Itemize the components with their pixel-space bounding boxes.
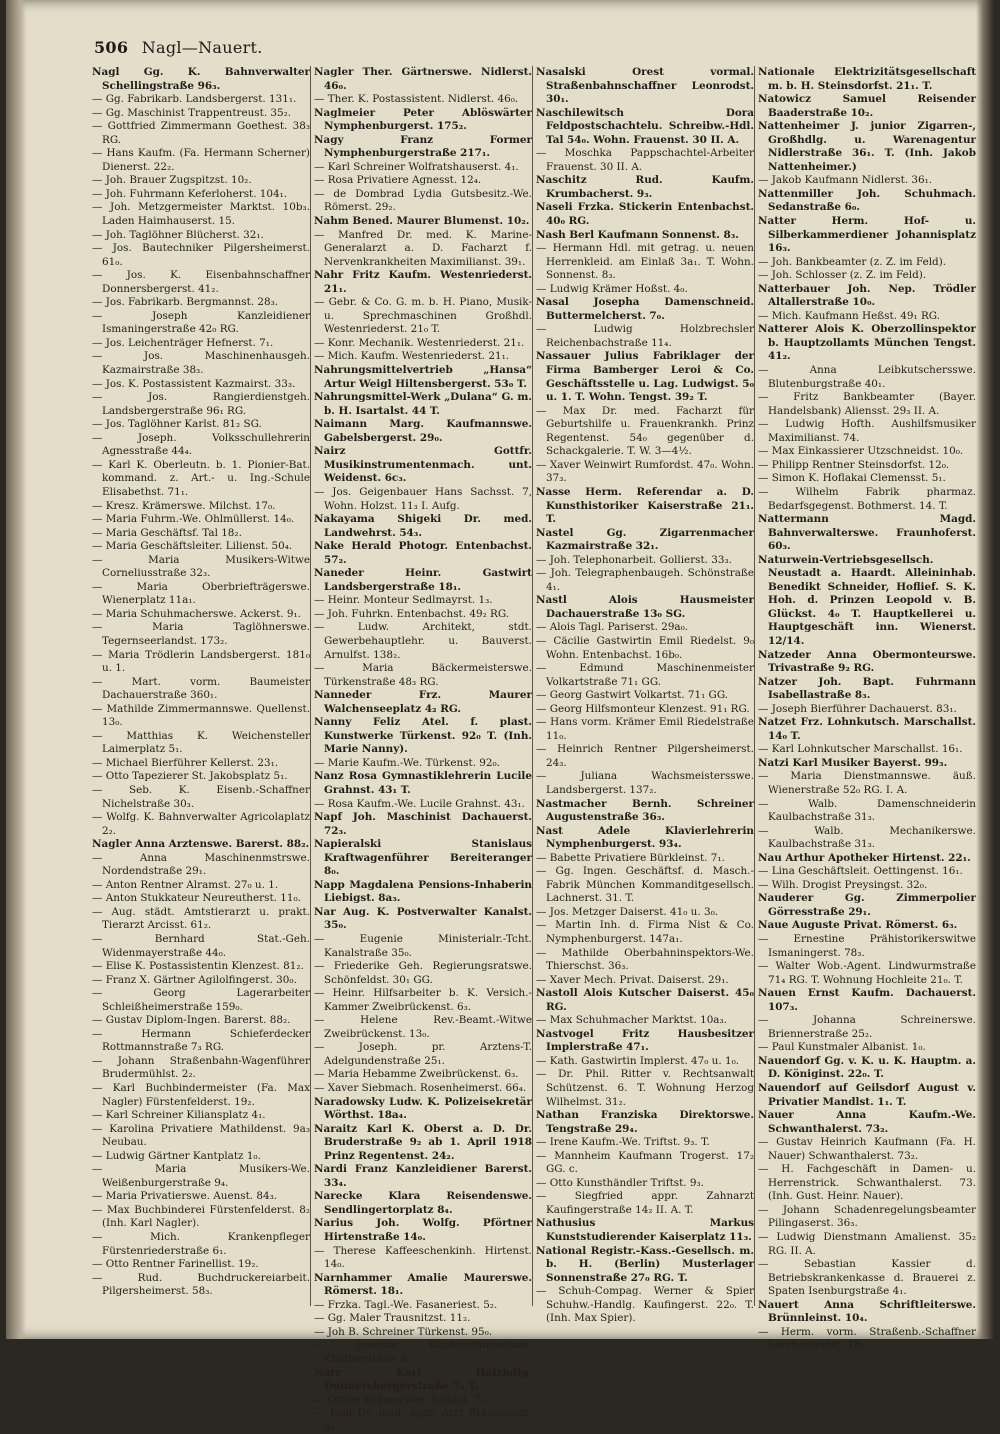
page-header bbox=[94, 38, 263, 60]
directory-entry: — Georg Lagerarbeiter Schleißheimerstraße 159₀. bbox=[92, 987, 310, 1014]
directory-entry: — Paul Dr. med. appr. Arzt Bräuhausst. 4₂. bbox=[314, 1407, 532, 1434]
directory-entry: — Sebastian Kassier d. Betriebskrankenkasse d. Brauerei z. Spaten Isenburgstraße 4₁. bbox=[758, 1258, 976, 1299]
directory-entry-surname: Natterbauer Joh. Nep. Trödler Altallerstraße 10₀. bbox=[758, 282, 976, 309]
directory-entry-surname: Natzer Joh. Bapt. Fuhrmann Isabellastraße 8₃. bbox=[758, 675, 976, 702]
directory-entry-surname: Nauert Anna Schriftleiterswe. Brünnleinst. 10₄. bbox=[758, 1298, 976, 1325]
directory-entry: — Maria Geschäftsleiter. Lilienst. 50₄. bbox=[92, 540, 310, 554]
directory-entry: — Max Einkassierer Utzschneidst. 10₀. bbox=[758, 445, 976, 459]
directory-entry: — Joh B. Schreiner Türkenst. 95₀. bbox=[314, 1326, 532, 1340]
directory-entry: — Jos. K. Postassistent Kazmairst. 33₃. bbox=[92, 378, 310, 392]
directory-entry: — Josepha Kupferschmiedswe. Khidlerstraße 8₀. bbox=[314, 1339, 532, 1366]
directory-entry: — Walb. Mechanikerswe. Kaulbachstraße 31₃. bbox=[758, 825, 976, 852]
directory-entry: — Cäcilie Gastwirtin Emil Riedelst. 9₀ Wohn. Entenbachst. 16b₀. bbox=[536, 635, 754, 662]
directory-entry: — Fritz Bankbeamter (Bayer. Handelsbank) Aliensst. 29₃ II. A. bbox=[758, 391, 976, 418]
directory-entry: — Wilhelm Fabrik pharmaz. Bedarfsgegenst. Bothmerst. 14. T. bbox=[758, 486, 976, 513]
directory-entry-surname: Nauendorf Gg. v. K. u. K. Hauptm. a. D. Königinst. 22₀. T. bbox=[758, 1054, 976, 1081]
column-rule bbox=[754, 66, 755, 1306]
directory-entry-surname: Nanny Feliz Atel. f. plast. Kunstwerke Türkenst. 92₀ T. (Inh. Marie Nanny). bbox=[314, 716, 532, 756]
directory-entry: — Otto Kunsthändler Triftst. 9₃. bbox=[536, 1177, 754, 1191]
directory-entry-surname: Nattenheimer J. junior Zigarren-, Großhdlg. u. Warenagentur Nidlerstraße 36₁. T. (Inh. Jakob Nattenheimer.) bbox=[758, 120, 976, 173]
directory-entry: — Ludwig Krämer Hoßst. 4₀. bbox=[536, 283, 754, 297]
book-spine-shadow bbox=[6, 0, 26, 1339]
directory-entry: — Gg. Maler Trausnitzst. 11₂. bbox=[314, 1312, 532, 1326]
directory-entry: — Mathilde Oberbahninspektors-We. Thierschst. 36₃. bbox=[536, 947, 754, 974]
directory-entry: — Maria Musikers-We. Weißenburgerstraße 9₄. bbox=[92, 1163, 310, 1190]
directory-entry: — Anton Rentner Alramst. 27₀ u. 1. bbox=[92, 879, 310, 893]
directory-entry: — Walb. Damenschneiderin Kaulbachstraße 31₃. bbox=[758, 798, 976, 825]
directory-entry: — Hermann Hdl. mit getrag. u. neuen Herrenkleid. am Einlaß 3a₁. T. Wohn. Sonnenst. 8₃. bbox=[536, 242, 754, 283]
directory-entry: — Xaver Siebmach. Rosenheimerst. 66₄. bbox=[314, 1082, 532, 1096]
directory-entry: — Frzka. Tagl.-We. Fasaneriest. 5₂. bbox=[314, 1299, 532, 1313]
directory-entry: — Gg. Fabrikarb. Landsbergerst. 131₁. bbox=[92, 93, 310, 107]
directory-entry: — Jos. Maschinenhausgeh. Kazmairstraße 38₃. bbox=[92, 350, 310, 377]
directory-entry: — Kath. Gastwirtin Implerst. 47₀ u. 1₀. bbox=[536, 1055, 754, 1069]
directory-entry: — Joseph. Volksschullehrerin Agnesstraße 44₄. bbox=[92, 432, 310, 459]
directory-entry: — Marie Kaufm.-We. Türkenst. 92₀. bbox=[314, 757, 532, 771]
directory-entry-surname: Nake Herald Photogr. Entenbachst. 57₂. bbox=[314, 540, 532, 566]
directory-entry-surname: Naimann Marg. Kaufmannswe. Gabelsbergerst. 29₀. bbox=[314, 418, 532, 444]
directory-entry: — Joh. Metzgermeister Marktst. 10b₃. Laden Haimhauserst. 15. bbox=[92, 201, 310, 228]
directory-entry-surname: Naraitz Karl K. Oberst a. D. Dr. Bruderstraße 9₂ ab 1. April 1918 Prinz Regentenst. 24₂. bbox=[314, 1122, 532, 1162]
directory-entry-surname: Naneder Heinr. Gastwirt Landsbergerstraße 18₁. bbox=[314, 567, 532, 593]
directory-entry: — Maria Schuhmacherswe. Ackerst. 9₁. bbox=[92, 608, 310, 622]
directory-entry-surname: Nathan Franziska Direktorswe. Tengstraße 29₄. bbox=[536, 1109, 754, 1135]
directory-entry-surname: Nagy Franz Former Nymphenburgerstraße 217₁. bbox=[314, 133, 532, 160]
directory-entry: — Alois Tagl. Pariserst. 29a₀. bbox=[536, 621, 754, 635]
directory-entry: — Elise K. Postassistentin Klenzest. 81₂. bbox=[92, 960, 310, 974]
directory-entry: — Wilh. Drogist Preysingst. 32₀. bbox=[758, 879, 976, 893]
directory-entry: — Hans Kaufm. (Fa. Hermann Scherner) Dienerst. 22₂. bbox=[92, 147, 310, 174]
directory-entry-surname: Nauen Ernst Kaufm. Dachauerst. 107₃. bbox=[758, 987, 976, 1013]
directory-entry-surname: Naschilewitsch Dora Feldpostschachtelu. Schreibw.-Hdl. Tal 54₀. Wohn. Frauenst. 30 II. A. bbox=[536, 106, 754, 146]
directory-entry: — Maria Bäckermeisterswe. Türkenstraße 48₃ RG. bbox=[314, 662, 532, 689]
directory-entry: — Max Dr. med. Facharzt für Geburtshilfe u. Frauenkrankh. Prinz Regentenst. 54₀ gegenüber d. Schackgalerie. T. W. 3—4½. bbox=[536, 405, 754, 459]
directory-entry-surname: Nathusius Markus Kunststudierender Kaiserplatz 11₃. bbox=[536, 1217, 754, 1244]
directory-entry: — Wolfg. K. Bahnverwalter Agricolaplatz 2₂. bbox=[92, 811, 310, 838]
directory-entry: — Georg Gastwirt Volkartst. 71₁ GG. bbox=[536, 689, 754, 703]
directory-entry: — Herm. vorm. Straßenb.-Schaffner Lerchenfeldst. 18₂. bbox=[758, 1326, 976, 1353]
directory-page bbox=[6, 0, 994, 1433]
directory-entry-surname: Natter Herm. Hof- u. Silberkammerdiener Johannisplatz 16₃. bbox=[758, 215, 976, 255]
directory-entry: — Xaver Mech. Privat. Daiserst. 29₁. bbox=[536, 974, 754, 988]
directory-entry: — Joseph Bierführer Dachauerst. 83₁. bbox=[758, 703, 976, 717]
directory-entry: — Simon K. Hoflakai Clemensst. 5₁. bbox=[758, 472, 976, 486]
directory-entry: — Anton Stukkateur Neureutherst. 11₀. bbox=[92, 892, 310, 906]
directory-entry-surname: Nastvogel Fritz Hausbesitzer Implerstraße 47₁. bbox=[536, 1027, 754, 1054]
directory-entry: — Ottilie Krämerswe. Sandst. 7₃. bbox=[314, 1394, 532, 1408]
directory-entry: — Jos. Fabrikarb. Bergmannst. 28₃. bbox=[92, 296, 310, 310]
directory-entry: — Jos. Leichenträger Hefnerst. 7₁. bbox=[92, 337, 310, 351]
directory-entry-surname: Naradowsky Ludw. K. Polizeisekretär Wörthst. 18a₄. bbox=[314, 1095, 532, 1122]
directory-entry: — Maria Fuhrm.-We. Ohlmüllerst. 14₀. bbox=[92, 513, 310, 527]
directory-entry-surname: Nauendorf auf Geilsdorf August v. Privatier Mandlst. 1₁. T. bbox=[758, 1082, 976, 1108]
directory-entry: — Konr. Mechanik. Westenriederst. 21₁. bbox=[314, 337, 532, 351]
directory-entry-surname: Nahr Fritz Kaufm. Westenriederst. 21₁. bbox=[314, 269, 532, 295]
directory-entry: — Helene Rev.-Beamt.-Witwe Zweibrückenst. 13₀. bbox=[314, 1014, 532, 1041]
directory-entry: — Joh. Telegraphenbaugeh. Schönstraße 4₁. bbox=[536, 567, 754, 594]
directory-entry: — Siegfried appr. Zahnarzt Kaufingerstraße 14₂ II. A. T. bbox=[536, 1190, 754, 1217]
directory-entry: — Gottfried Zimmermann Goethest. 38₃ RG. bbox=[92, 120, 310, 147]
directory-entry: — Bernhard Stat.-Geh. Widenmayerstraße 44₀. bbox=[92, 933, 310, 960]
directory-entry: — Otto Tapezierer St. Jakobsplatz 5₁. bbox=[92, 770, 310, 784]
directory-entry: — Jos. K. Eisenbahnschaffner Donnersbergerst. 41₂. bbox=[92, 269, 310, 296]
directory-entry: — Joh. Schlosser (z. Z. im Feld). bbox=[758, 269, 976, 283]
directory-entry-surname: Nanz Rosa Gymnastiklehrerin Lucile Grahnst. 43₁ T. bbox=[314, 770, 532, 796]
directory-entry: — Maria Trödlerin Landsbergerst. 181₀ u. 1. bbox=[92, 649, 310, 676]
directory-entry-surname: Nattermann Magd. Bahnverwalterswe. Fraunhoferst. 60₃. bbox=[758, 513, 976, 553]
directory-entry-surname: Nahrungsmittel-Werk „Dulana“ G. m. b. H. Isartalst. 44 T. bbox=[314, 391, 532, 417]
directory-entry: — Mart. vorm. Baumeister Dachauerstraße 360₁. bbox=[92, 676, 310, 703]
directory-entry: — Moschka Pappschachtel-Arbeiter Frauenst. 30 II. A. bbox=[536, 147, 754, 174]
directory-entry: — Matthias K. Weichensteller Laimerplatz 5₁. bbox=[92, 730, 310, 757]
directory-entry-surname: Natzi Karl Musiker Bayerst. 99₃. bbox=[758, 756, 948, 769]
directory-entry-surname: Nassauer Julius Fabriklager der Firma Bamberger Leroi & Co. Geschäftsstelle u. Lag. Ludwigst. 5₀ u. 1. T. Wohn. Tengst. 39₂ T. bbox=[536, 350, 754, 404]
directory-entry: — Karl Buchbindermeister (Fa. Max Nagler) Fürstenfelderst. 19₂. bbox=[92, 1082, 310, 1109]
directory-entry: — Franz X. Gärtner Agilolfingerst. 30₀. bbox=[92, 974, 310, 988]
directory-entry: — Juliana Wachsmeistersswe. Landsbergerst. 137₂. bbox=[536, 770, 754, 797]
directory-entry: — Georg Hilfsmonteur Klenzest. 91₁ RG. bbox=[536, 703, 754, 717]
directory-entry: — Mannheim Kaufmann Trogerst. 17₂ GG. c. bbox=[536, 1150, 754, 1177]
directory-entry: — Aug. städt. Amtstierarzt u. prakt. Tierarzt Arcisst. 61₂. bbox=[92, 906, 310, 933]
running-head: Nagl—Nauert. bbox=[141, 38, 263, 57]
directory-entry-surname: Nast Adele Klavierlehrerin Nymphenburgerst. 93₄. bbox=[536, 824, 754, 851]
directory-entry-surname: Nagler Anna Arztenswe. Barerst. 88₂. bbox=[92, 838, 310, 851]
directory-entry-surname: Nasse Herm. Referendar a. D. Kunsthistoriker Kaiserstraße 21₁. T. bbox=[536, 485, 754, 526]
directory-entry-surname: Naschitz Rud. Kaufm. Krumbacherst. 9₃. bbox=[536, 174, 754, 200]
directory-entry: — Ludwig Dienstmann Amalienst. 35₂ RG. II. A. bbox=[758, 1231, 976, 1258]
directory-entry-surname: Nairz Gottfr. Musikinstrumentenmach. unt. Weidenst. 6c₃. bbox=[314, 445, 532, 485]
directory-entry: — Joh. Fuhrmann Keferloherst. 104₁. bbox=[92, 188, 310, 202]
directory-entry: — Lina Geschäftsleit. Oettingenst. 16₁. bbox=[758, 865, 976, 879]
column-1 bbox=[92, 66, 310, 1306]
directory-entry: — Mich. Kaufm. Westenriederst. 21₁. bbox=[314, 350, 532, 364]
directory-entry-surname: Narnhammer Amalie Maurerswe. Römerst. 18₁. bbox=[314, 1271, 532, 1298]
directory-entry: — Jos. Rangierdienstgeh. Landsbergerstraße 96₁ RG. bbox=[92, 391, 310, 418]
directory-entry: — Joseph. pr. Arztens-T. Adelgundenstraße 25₁. bbox=[314, 1041, 532, 1068]
directory-entry: — Gustav Heinrich Kaufmann (Fa. H. Nauer) Schwanthalerst. 73₂. bbox=[758, 1136, 976, 1163]
column-3 bbox=[536, 66, 754, 1325]
directory-entry: — Schuh-Compag. Werner & Spier Schuhw.-Handlg. Kaufingerst. 22₀. T. (Inh. Max Spier). bbox=[536, 1285, 754, 1326]
directory-entry: — Friederike Geh. Regierungsratswe. Schönfeldst. 30₁ GG. bbox=[314, 960, 532, 987]
directory-entry-surname: Nattenmiller Joh. Schuhmach. Sedanstraße 6₀. bbox=[758, 187, 976, 214]
directory-entry: — Joh. Brauer Zugspitzst. 10₂. bbox=[92, 174, 310, 188]
directory-entry: — Johann Schadenregelungsbeamter Pilingaserst. 36₃. bbox=[758, 1204, 976, 1231]
directory-entry-surname: Nasalski Orest vormal. Straßenbahnschaffner Leonrodst. 30₁. bbox=[536, 66, 754, 106]
directory-entry: — Rosa Privatiere Agnesst. 12₄. bbox=[314, 174, 532, 188]
directory-entry-surname: Nar Aug. K. Postverwalter Kanalst. 35₀. bbox=[314, 905, 532, 932]
directory-entry-surname: Nau Arthur Apotheker Hirtenst. 22₁. bbox=[758, 851, 971, 864]
directory-entry-surname: Narr Karl Holzhdlg. Donnersbergerstraße 7₃ T. bbox=[314, 1366, 532, 1393]
directory-entry-surname: Nardi Franz Kanzleidiener Barerst. 33₄. bbox=[314, 1163, 532, 1189]
directory-entry: — Gg. Maschinist Trappentreust. 35₂. bbox=[92, 107, 310, 121]
directory-entry: — Johanna Schreinerswe. Briennerstraße 25₂. bbox=[758, 1014, 976, 1041]
directory-entry: — Ther. K. Postassistent. Nidlerst. 46₀. bbox=[314, 93, 532, 107]
directory-entry: — Maria Hebamme Zweibrückenst. 6₃. bbox=[314, 1068, 532, 1082]
directory-entry-surname: Nationale Elektrizitätsgesellschaft m. b. H. Steinsdorfst. 21₁. T. bbox=[758, 66, 976, 92]
directory-entry: — Hans vorm. Krämer Emil Riedelstraße 11₀. bbox=[536, 716, 754, 743]
page-number: 506 bbox=[94, 38, 129, 57]
directory-entry: — Ernestine Prähistorikerswitwe Ismaningerst. 78₃. bbox=[758, 933, 976, 960]
directory-entry: — Michael Bierführer Kellerst. 23₁. bbox=[92, 757, 310, 771]
directory-entry: — Jos. Taglöhner Karlst. 81₂ SG. bbox=[92, 418, 310, 432]
directory-entry: — Gebr. & Co. G. m. b. H. Piano, Musik- u. Sprechmaschinen Großhdl. Westenriederst. 21₀ T. bbox=[314, 296, 532, 337]
directory-entry: — Maria Musikers-Witwe Corneliusstraße 32₃. bbox=[92, 554, 310, 581]
directory-entry: — Gg. Ingen. Geschäftsf. d. Masch.-Fabrik München Kommanditgesellsch. Lachnerst. 31. T. bbox=[536, 865, 754, 906]
directory-entry: — Karl Schreiner Kiliansplatz 4₁. bbox=[92, 1109, 310, 1123]
directory-entry-surname: Napp Magdalena Pensions-Inhaberin Liebigst. 8a₃. bbox=[314, 878, 532, 905]
directory-entry: — Heinr. Monteur Sedlmayrst. 1₃. bbox=[314, 594, 532, 608]
directory-entry-surname: Nahrungsmittelvertrieb „Hansa“ Artur Weigl Hiltensbergerst. 53₀ T. bbox=[314, 364, 532, 390]
directory-entry: — Jos. Bautechniker Pilgersheimerst. 61₀. bbox=[92, 242, 310, 269]
directory-entry: — Ludwig Hofth. Aushilfsmusiker Maximilianst. 74. bbox=[758, 418, 976, 445]
directory-entry: — Mich. Krankenpfleger Fürstenriederstraße 6₁. bbox=[92, 1231, 310, 1258]
directory-entry-surname: Nastel Gg. Zigarrenmacher Kazmairstraße 32₁. bbox=[536, 526, 754, 553]
column-4 bbox=[758, 66, 976, 1352]
directory-entry: — Rosa Kaufm.-We. Lucile Grahnst. 43₁. bbox=[314, 798, 532, 812]
directory-entry: — Maria Oberbriefträgerswe. Wienerplatz 11a₁. bbox=[92, 581, 310, 608]
directory-entry-surname: Natterer Alois K. Oberzollinspektor b. Hauptzollamts München Tengst. 41₂. bbox=[758, 323, 976, 363]
directory-entry: — Dr. Phil. Ritter v. Rechtsanwalt Schützenst. 6. T. Wohnung Herzog Wilhelmst. 31₂. bbox=[536, 1068, 754, 1109]
directory-entry-surname: Nahm Bened. Maurer Blumenst. 10₂. bbox=[314, 215, 530, 228]
directory-entry-surname: Nagl Gg. K. Bahnverwalter Schellingstraße 96₃. bbox=[92, 66, 310, 92]
directory-entry: — Seb. K. Eisenb.-Schaffner Nichelstraße 30₃. bbox=[92, 784, 310, 811]
directory-entry: — Gustav Diplom-Ingen. Barerst. 88₂. bbox=[92, 1014, 310, 1028]
directory-entry: — Maria Geschäftsf. Tal 18₂. bbox=[92, 527, 310, 541]
directory-entry: — Jos. Geigenbauer Hans Sachsst. 7, Wohn. Holzst. 11₃ I. Aufg. bbox=[314, 486, 532, 513]
directory-entry: — Maria Taglöhnerswe. Tegernseerlandst. 173₂. bbox=[92, 621, 310, 648]
directory-entry-surname: Napf Joh. Maschinist Dachauerst. 72₃. bbox=[314, 811, 532, 837]
directory-entry: — Irene Kaufm.-We. Triftst. 9₃. T. bbox=[536, 1136, 754, 1150]
directory-entry: — Babette Privatiere Bürkleinst. 7₁. bbox=[536, 852, 754, 866]
column-rule bbox=[310, 66, 311, 1306]
directory-entry-surname: Narius Joh. Wolfg. Pförtner Hirtenstraße 14₀. bbox=[314, 1217, 532, 1244]
directory-entry: — Joh. Telephonarbeit. Gollierst. 33₃. bbox=[536, 554, 754, 568]
directory-entry: — Kresz. Krämerswe. Milchst. 17₀. bbox=[92, 500, 310, 514]
directory-entry-surname: Nastl Alois Hausmeister Dachauerstraße 13₀ SG. bbox=[536, 594, 754, 620]
directory-entry: — Joh. Bankbeamter (z. Z. im Feld). bbox=[758, 256, 976, 270]
directory-entry-surname: Nauderer Gg. Zimmerpolier Görresstraße 29₁. bbox=[758, 892, 976, 918]
directory-entry: — H. Fachgeschäft in Damen- u. Herrenstrick. Schwanthalerst. 73. (Inh. Gust. Heinr. Nauer). bbox=[758, 1163, 976, 1204]
directory-entry: — Karolina Privatiere Mathildenst. 9a₃ Neubau. bbox=[92, 1123, 310, 1150]
directory-entry: — Hermann Schieferdecker Rottmannstraße 7₃ RG. bbox=[92, 1028, 310, 1055]
directory-entry-surname: Nakayama Shigeki Dr. med. Landwehrst. 54₃. bbox=[314, 513, 532, 539]
directory-entry: — Rud. Buchdruckereiarbeit. Pilgersheimerst. 58₃. bbox=[92, 1272, 310, 1299]
directory-entry: — Jos. Metzger Daiserst. 41₀ u. 3₀. bbox=[536, 906, 754, 920]
directory-entry: — Ludwig Gärtner Kantplatz 1₀. bbox=[92, 1150, 310, 1164]
directory-entry-surname: Naturwein-Vertriebsgesellsch. Neustadt a. Haardt. Alleininhab. Benedikt Schneider, Hoflief. S. K. Hoh. d. Prinzen Leopold v. B. Glückst. 4₀ T. Hauptkellerei u. Hauptgeschäft inn. Wienerst. 12/14. bbox=[758, 553, 976, 647]
directory-entry: — Max Schuhmacher Marktst. 10a₃. bbox=[536, 1014, 754, 1028]
directory-entry-surname: Natzet Frz. Lohnkutsch. Marschallst. 14₀ T. bbox=[758, 716, 976, 742]
directory-entry: — Edmund Maschinenmeister Volkartstraße 71₁ GG. bbox=[536, 662, 754, 689]
directory-entry: — Joh. Fuhrkn. Entenbachst. 49₂ RG. bbox=[314, 608, 532, 622]
directory-entry-surname: Naue Auguste Privat. Römerst. 6₃. bbox=[758, 919, 958, 932]
directory-entry: — Mathilde Zimmermannswe. Quellenst. 13₀. bbox=[92, 703, 310, 730]
directory-entry: — Therese Kaffeeschenkinh. Hirtenst. 14₀. bbox=[314, 1245, 532, 1272]
directory-entry-surname: Nastoll Alois Kutscher Daiserst. 45₀ RG. bbox=[536, 987, 754, 1013]
directory-entry: — Philipp Rentner Steinsdorfst. 12₀. bbox=[758, 459, 976, 473]
directory-entry-surname: Nauer Anna Kaufm.-We. Schwanthalerst. 73₂. bbox=[758, 1109, 976, 1135]
directory-entry-surname: Naseli Frzka. Stickerin Entenbachst. 40₀ RG. bbox=[536, 201, 754, 228]
directory-entry: — Joh. Taglöhner Blücherst. 32₁. bbox=[92, 229, 310, 243]
directory-entry: — Maria Dienstmannswe. äuß. Wienerstraße 52₀ RG. I. A. bbox=[758, 770, 976, 797]
directory-entry-surname: Natowicz Samuel Reisender Baaderstraße 10₂. bbox=[758, 93, 976, 119]
directory-entry: — Walter Wob.-Agent. Lindwurmstraße 71₄ RG. T. Wohnung Hochleite 21₀. T. bbox=[758, 960, 976, 987]
directory-entry: — Karl K. Oberleutn. b. 1. Pionier-Bat. kommand. z. Art.- u. Ing.-Schule Elisabethst. 71₁. bbox=[92, 459, 310, 500]
directory-entry-surname: Napieralski Stanislaus Kraftwagenführer Bereiteranger 8₀. bbox=[314, 838, 532, 878]
directory-entry: — Manfred Dr. med. K. Marine-Generalarzt a. D. Facharzt f. Nervenkrankheiten Maximilianst. 39₁. bbox=[314, 229, 532, 270]
directory-entry-surname: Nasal Josepha Damenschneid. Buttermelcherst. 7₀. bbox=[536, 296, 754, 322]
directory-entry: — Jakob Kaufmann Nidlerst. 36₁. bbox=[758, 174, 976, 188]
directory-entry: — de Dombrad Lydia Gutsbesitz.-We. Römerst. 29₂. bbox=[314, 188, 532, 215]
directory-entry: — Mich. Kaufmann Heßst. 49₁ RG. bbox=[758, 310, 976, 324]
directory-entry: — Maria Privatierswe. Auenst. 84₃. bbox=[92, 1190, 310, 1204]
directory-entry: — Karl Schreiner Wolfratshauserst. 4₁. bbox=[314, 161, 532, 175]
directory-entry: — Otto Rentner Farinellist. 19₂. bbox=[92, 1258, 310, 1272]
directory-entry-surname: Naglmeier Peter Ablöswärter Nymphenburgerst. 175₂. bbox=[314, 106, 532, 133]
directory-entry-surname: National Registr.-Kass.-Gesellsch. m. b. H. (Berlin) Musterlager Sonnenstraße 27₀ RG. T. bbox=[536, 1244, 754, 1284]
directory-entry: — Paul Kunstmaler Albanist. 1₀. bbox=[758, 1041, 976, 1055]
directory-entry: — Heinrich Rentner Pilgersheimerst. 24₃. bbox=[536, 743, 754, 770]
directory-entry: — Johann Straßenbahn-Wagenführer Brudermühlst. 2₂. bbox=[92, 1055, 310, 1082]
directory-entry: — Anna Leibkutschersswe. Blutenburgstraße 40₁. bbox=[758, 364, 976, 391]
directory-entry-surname: Nastmacher Bernh. Schreiner Augustenstraße 36₃. bbox=[536, 797, 754, 824]
page-edge-shadow bbox=[976, 0, 994, 1339]
directory-entry: — Karl Lohnkutscher Marschallst. 16₁. bbox=[758, 743, 976, 757]
directory-entry-surname: Narecke Klara Reisendenswe. Sendlingertorplatz 8₄. bbox=[314, 1190, 532, 1216]
directory-entry: — Heinr. Hilfsarbeiter b. K. Versich.-Kammer Zweibrückenst. 6₃. bbox=[314, 987, 532, 1014]
directory-entry: — Joseph Kanzleidiener Ismaningerstraße 42₀ RG. bbox=[92, 310, 310, 337]
directory-entry-surname: Nash Berl Kaufmann Sonnenst. 8₃. bbox=[536, 228, 739, 241]
directory-entry-surname: Nanneder Frz. Maurer Walchenseeplatz 4₂ RG. bbox=[314, 689, 532, 715]
directory-entry: — Xaver Weinwirt Rumfordst. 47₀. Wohn. 37₃. bbox=[536, 459, 754, 486]
directory-entry-surname: Nagler Ther. Gärtnerswe. Nidlerst. 46₀. bbox=[314, 66, 532, 92]
directory-entry: — Anna Maschinenmstrswe. Nordendstraße 29₁. bbox=[92, 852, 310, 879]
directory-entry: — Martin Inh. d. Firma Nist & Co. Nymphenburgerst. 147a₁. bbox=[536, 919, 754, 946]
column-2 bbox=[314, 66, 532, 1433]
directory-entry: — Max Buchbinderei Fürstenfelderst. 8₂ (Inh. Karl Nagler). bbox=[92, 1204, 310, 1231]
directory-entry: — Ludwig Holzbrechsler Reichenbachstraße 11₄. bbox=[536, 323, 754, 350]
directory-entry: — Ludw. Architekt, stdt. Gewerbehauptlehr. u. Bauverst. Arnulfst. 138₂. bbox=[314, 621, 532, 662]
directory-entry: — Eugenie Ministerialr.-Tcht. Kanalstraße 35₀. bbox=[314, 933, 532, 960]
directory-entry-surname: Natzeder Anna Obermonteurswe. Trivastraße 9₂ RG. bbox=[758, 648, 976, 675]
column-rule bbox=[532, 66, 533, 1306]
